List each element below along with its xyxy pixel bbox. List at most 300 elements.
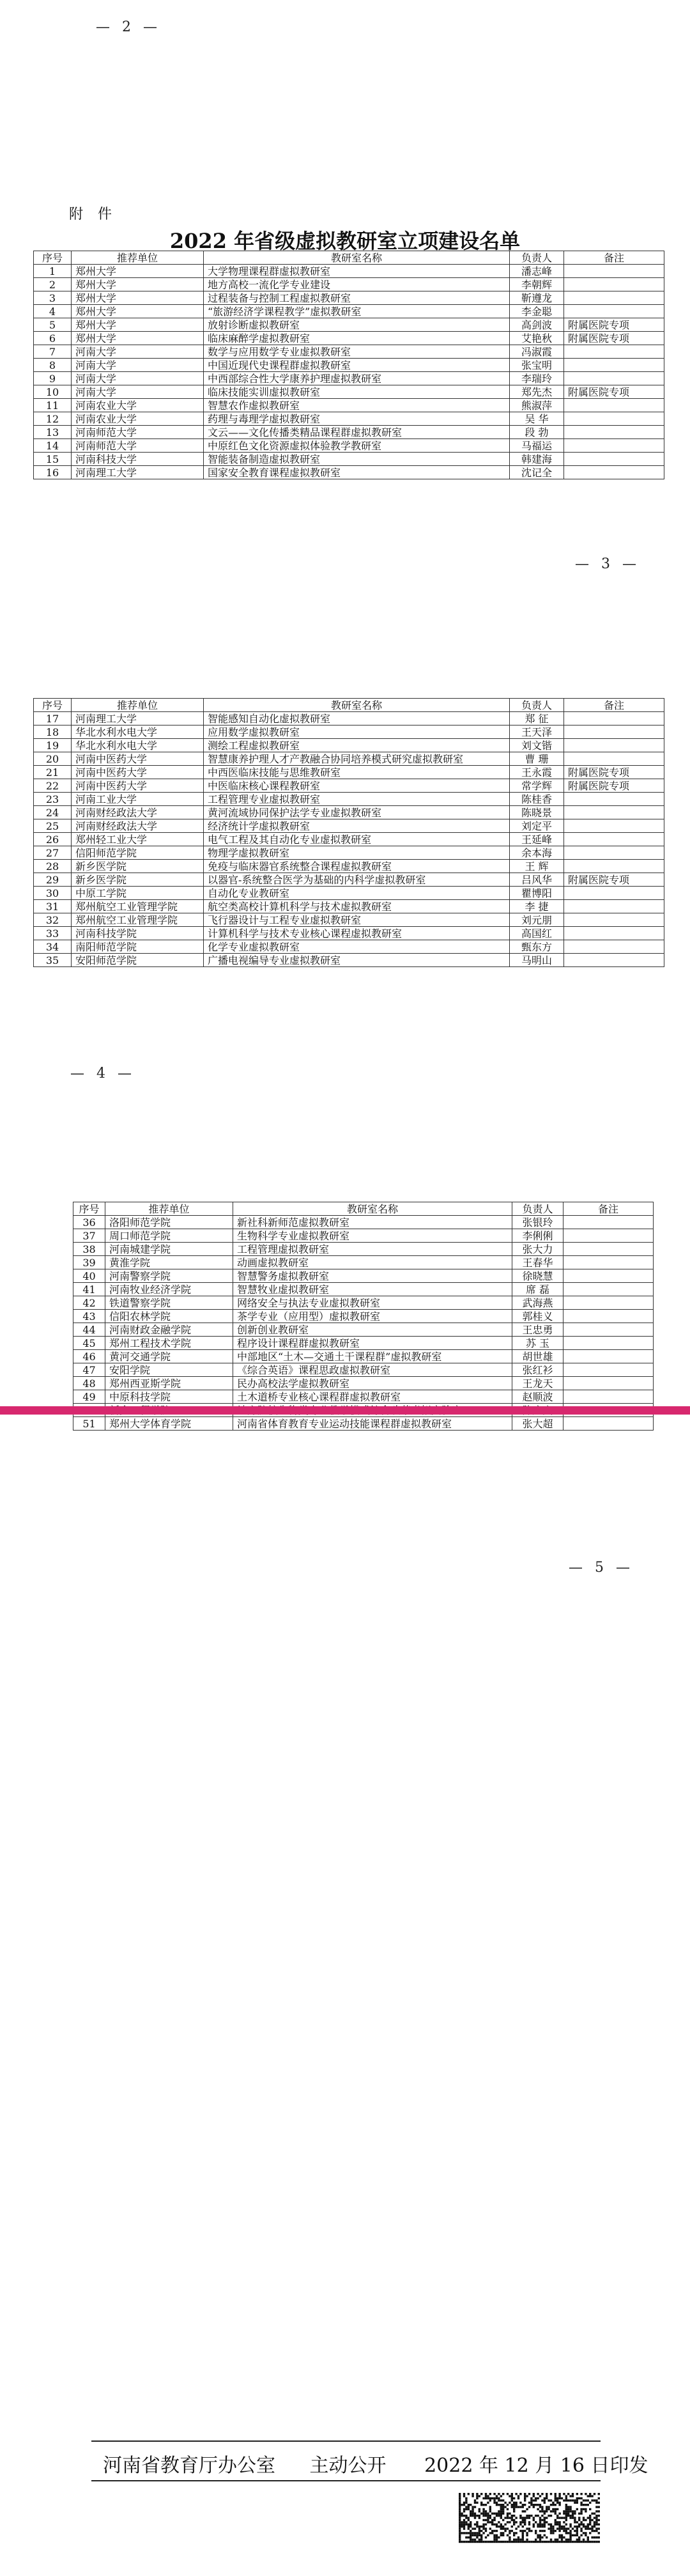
cell-note [564,453,664,466]
cell-no: 21 [34,766,72,779]
cell-note [564,900,664,913]
cell-name: 中国近现代史课程群虚拟教研室 [204,359,510,372]
cell-name: 放射诊断虚拟教研室 [204,318,510,332]
table-row [34,954,664,967]
header-leader: 负责人 [510,251,564,265]
cell-leader: 王忠勇 [512,1323,564,1337]
header-name: 教研室名称 [233,1202,512,1216]
cell-name: 经济统计学虚拟教研室 [204,819,510,833]
cell-name: 网络安全与执法专业虚拟教研室 [233,1296,512,1310]
cell-unit: 郑州大学体育学院 [105,1417,233,1431]
cell-no: 35 [34,954,72,967]
page-number-4: — 4 — [70,1066,135,1082]
cell-unit: 郑州大学 [72,291,204,305]
table-row [73,1310,654,1323]
cell-note [564,954,664,967]
cell-leader: 陈晓景 [510,806,564,819]
cell-no: 9 [34,372,72,385]
cell-leader: 艾艳秋 [510,332,564,345]
cell-name: 广播电视编导专业虚拟教研室 [204,954,510,967]
cell-note [564,819,664,833]
table-row [34,739,664,752]
cell-note [564,1283,654,1296]
cell-leader: 李俐俐 [512,1229,564,1243]
cell-unit: 洛阳师范学院 [105,1216,233,1229]
cell-unit: 华北水利水电大学 [72,739,204,752]
cell-name: 化学专业虚拟教研室 [204,940,510,954]
cell-unit: 河南警察学院 [105,1269,233,1283]
cell-no: 10 [34,385,72,399]
cell-name: 智慧警务虚拟教研室 [233,1269,512,1283]
cell-no: 25 [34,819,72,833]
cell-note: 附属医院专项 [564,318,664,332]
cell-note [564,1337,654,1350]
table-row [73,1350,654,1363]
cell-leader: 刘文锴 [510,739,564,752]
table-row [34,318,664,332]
footer-imprint [91,2449,648,2478]
cell-note: 附属医院专项 [564,873,664,887]
cell-note [564,940,664,954]
cell-name: 文云——文化传播类精品课程群虚拟教研室 [204,426,510,439]
cell-no: 37 [73,1229,105,1243]
cell-note: 附属医院专项 [564,779,664,793]
table-row [34,833,664,846]
cell-unit: 华北水利水电大学 [72,725,204,739]
cell-note [564,1350,654,1363]
cell-no: 4 [34,305,72,318]
table-row [34,359,664,372]
cell-unit: 河南理工大学 [72,712,204,725]
cell-note [564,927,664,940]
cell-leader: 徐晓慧 [512,1269,564,1283]
cell-leader: 王永霞 [510,766,564,779]
cell-leader: 韩建海 [510,453,564,466]
table-row [73,1377,654,1390]
cell-note [564,278,664,291]
cell-leader: 吕风华 [510,873,564,887]
page-number-2: — 2 — [96,19,161,35]
header-unit: 推荐单位 [72,699,204,712]
table-row [34,873,664,887]
cell-unit: 河南农业大学 [72,412,204,426]
cell-name: 以器官-系统整合医学为基础的内科学虚拟教研室 [204,873,510,887]
cell-note [564,846,664,860]
cell-leader: 刘元朋 [510,913,564,927]
table-row [34,372,664,385]
cell-note [564,359,664,372]
cell-leader: 高剑波 [510,318,564,332]
cell-leader: 李朝辉 [510,278,564,291]
cell-leader: 李瑞玲 [510,372,564,385]
cell-leader: 马明山 [510,954,564,967]
attachment-label: 附 件 [69,206,117,222]
table-row [73,1417,654,1431]
cell-unit: 河南大学 [72,372,204,385]
cell-name: 计算机科学与技术专业核心课程虚拟教研室 [204,927,510,940]
cell-leader: 段 勃 [510,426,564,439]
cell-note [564,426,664,439]
cell-note [564,466,664,479]
cell-no: 44 [73,1323,105,1337]
table-row [73,1229,654,1243]
table-row [34,453,664,466]
table-row [73,1337,654,1350]
cell-name: 航空类高校计算机科学与技术虚拟教研室 [204,900,510,913]
cell-name: 新社科新师范虚拟教研室 [233,1216,512,1229]
cell-leader: 瞿博阳 [510,887,564,900]
table-row [73,1243,654,1256]
cell-no: 40 [73,1269,105,1283]
table-row [34,940,664,954]
table-row [34,332,664,345]
cell-note [564,305,664,318]
cell-note [564,752,664,766]
cell-unit: 黄淮学院 [105,1256,233,1269]
cell-note [564,739,664,752]
cell-no: 7 [34,345,72,359]
cell-leader: 苏 玉 [512,1337,564,1350]
table-row [34,913,664,927]
cell-name: 中西部综合性大学康养护理虚拟教研室 [204,372,510,385]
cell-note [564,372,664,385]
table-row [34,345,664,359]
cell-unit: 郑州大学 [72,318,204,332]
cell-leader: 熊淑萍 [510,399,564,412]
cell-name: 动画虚拟教研室 [233,1256,512,1269]
cell-note [564,1243,654,1256]
cell-unit: 郑州航空工业管理学院 [72,913,204,927]
cell-leader: 曹 珊 [510,752,564,766]
table-row [34,819,664,833]
cell-no: 48 [73,1377,105,1390]
table-row [34,806,664,819]
header-no: 序号 [34,251,72,265]
cell-name: 工程管理虚拟教研室 [233,1243,512,1256]
cell-note [564,1269,654,1283]
cell-leader: 张大超 [512,1417,564,1431]
cell-unit: 郑州大学 [72,305,204,318]
cell-name: 电气工程及其自动化专业虚拟教研室 [204,833,510,846]
cell-name: 工程管理专业虚拟教研室 [204,793,510,806]
cell-note [564,1377,654,1390]
cell-no: 29 [34,873,72,887]
table-row [34,278,664,291]
cell-unit: 河南师范大学 [72,426,204,439]
table-row [34,265,664,278]
cell-no: 8 [34,359,72,372]
cell-note [564,712,664,725]
cell-no: 38 [73,1243,105,1256]
cell-unit: 安阳学院 [105,1363,233,1377]
cell-leader: 甄东方 [510,940,564,954]
cell-name: 智慧康养护理人才产教融合协同培养模式研究虚拟教研室 [204,752,510,766]
cell-name: 大学物理课程群虚拟教研室 [204,265,510,278]
cell-unit: 郑州轻工业大学 [72,833,204,846]
footer-open-label: 主动公开 [309,2455,387,2477]
cell-no: 49 [73,1390,105,1404]
cell-unit: 信阳农林学院 [105,1310,233,1323]
cell-leader: 潘志峰 [510,265,564,278]
cell-no: 45 [73,1337,105,1350]
table-row [73,1296,654,1310]
table-row [34,399,664,412]
cell-name: “旅游经济学课程教学”虚拟教研室 [204,305,510,318]
cell-leader: 李 捷 [510,900,564,913]
table-row [34,385,664,399]
cell-no: 34 [34,940,72,954]
table-row [34,725,664,739]
cell-no: 30 [34,887,72,900]
cell-name: 河南省体育教育专业运动技能课程群虚拟教研室 [233,1417,512,1431]
cell-leader: 靳遵龙 [510,291,564,305]
cell-no: 20 [34,752,72,766]
cell-unit: 新乡医学院 [72,873,204,887]
header-unit: 推荐单位 [72,251,204,265]
cell-note [564,1296,654,1310]
cell-name: 中原红色文化资源虚拟体验教学教研室 [204,439,510,453]
cell-leader: 郭桂义 [512,1310,564,1323]
cell-name: 临床技能实训虚拟教研室 [204,385,510,399]
cell-leader: 王延峰 [510,833,564,846]
cell-no: 3 [34,291,72,305]
header-leader: 负责人 [512,1202,564,1216]
cell-note [564,1323,654,1337]
cell-name: 飞行器设计与工程专业虚拟教研室 [204,913,510,927]
cell-unit: 河南财经政法大学 [72,806,204,819]
cell-no: 27 [34,846,72,860]
cell-no: 5 [34,318,72,332]
cell-unit: 南阳师范学院 [72,940,204,954]
cell-note [564,913,664,927]
cell-name: 智慧农作虚拟教研室 [204,399,510,412]
cell-name: 中西医临床技能与思维教研室 [204,766,510,779]
cell-unit: 河南中医药大学 [72,779,204,793]
cell-name: 过程装备与控制工程虚拟教研室 [204,291,510,305]
table-row [34,927,664,940]
cell-leader: 沈记全 [510,466,564,479]
cell-name: 《综合英语》课程思政虚拟教研室 [233,1363,512,1377]
cell-unit: 河南理工大学 [72,466,204,479]
cell-unit: 郑州工程技术学院 [105,1337,233,1350]
cell-no: 11 [34,399,72,412]
list-table-2 [33,698,664,967]
cell-note [564,725,664,739]
cell-no: 24 [34,806,72,819]
cell-note [564,793,664,806]
cell-note [564,399,664,412]
table-row [34,846,664,860]
cell-unit: 郑州大学 [72,278,204,291]
table-row [34,887,664,900]
cell-unit: 铁道警察学院 [105,1296,233,1310]
cell-name: 中部地区“土木—交通土干课程群”虚拟教研室 [233,1350,512,1363]
cell-leader: 刘定平 [510,819,564,833]
cell-no: 47 [73,1363,105,1377]
table-row [34,779,664,793]
cell-unit: 中原科技学院 [105,1390,233,1404]
cell-unit: 中原工学院 [72,887,204,900]
cell-unit: 河南师范大学 [72,439,204,453]
table-row [34,793,664,806]
cell-no: 31 [34,900,72,913]
cell-leader: 王天泽 [510,725,564,739]
cell-leader: 武海燕 [512,1296,564,1310]
table-header-row [34,251,664,265]
cell-leader: 王龙天 [512,1377,564,1390]
document-title: 2022 年省级虚拟教研室立项建设名单 [169,229,521,253]
table-row [73,1363,654,1377]
cell-unit: 河南牧业经济学院 [105,1283,233,1296]
table-header-row [34,699,664,712]
cell-note [564,1417,654,1431]
cell-unit: 郑州大学 [72,265,204,278]
table-row [34,291,664,305]
cell-note: 附属医院专项 [564,332,664,345]
table-row [34,466,664,479]
cell-name: 中医临床核心课程教研室 [204,779,510,793]
cell-no: 28 [34,860,72,873]
table-row [73,1269,654,1283]
cell-unit: 河南大学 [72,385,204,399]
footer-rule-bottom [91,2480,601,2481]
cell-name: 临床麻醉学虚拟教研室 [204,332,510,345]
list-table-1 [33,251,664,479]
cell-note [564,833,664,846]
cell-unit: 河南大学 [72,359,204,372]
cell-leader: 李金聪 [510,305,564,318]
footer-issuer: 河南省教育厅办公室 [103,2455,275,2477]
cell-unit: 新乡医学院 [72,860,204,873]
cell-no: 33 [34,927,72,940]
cell-note [564,1310,654,1323]
table-row [73,1283,654,1296]
header-unit: 推荐单位 [105,1202,233,1216]
cell-no: 6 [34,332,72,345]
cell-leader: 郑先杰 [510,385,564,399]
header-name: 教研室名称 [204,699,510,712]
cell-leader: 常学辉 [510,779,564,793]
cell-leader: 冯淑霞 [510,345,564,359]
cell-note [564,345,664,359]
cell-no: 15 [34,453,72,466]
cell-name: 创新创业教研室 [233,1323,512,1337]
cell-name: 土木道桥专业核心课程群虚拟教研室 [233,1390,512,1404]
cell-no: 2 [34,278,72,291]
cell-no: 19 [34,739,72,752]
table-row [34,439,664,453]
cell-note [564,860,664,873]
cell-no: 41 [73,1283,105,1296]
cell-note [564,1229,654,1243]
header-name: 教研室名称 [204,251,510,265]
cell-note [564,412,664,426]
cell-name: 智能装备制造虚拟教研室 [204,453,510,466]
cell-name: 黄河流域协同保护法学专业虚拟教研室 [204,806,510,819]
table-row [34,426,664,439]
cell-unit: 河南农业大学 [72,399,204,412]
page-number-3: — 3 — [575,556,640,572]
cell-unit: 周口师范学院 [105,1229,233,1243]
table-row [73,1323,654,1337]
cell-no: 23 [34,793,72,806]
barcode-icon [459,2493,601,2544]
cell-no: 22 [34,779,72,793]
header-note: 备注 [564,1202,654,1216]
cell-note [564,291,664,305]
cell-no: 32 [34,913,72,927]
footer-rule-top [91,2440,601,2442]
cell-no: 14 [34,439,72,453]
cell-unit: 河南大学 [72,345,204,359]
cell-leader: 张红衫 [512,1363,564,1377]
cell-leader: 张大力 [512,1243,564,1256]
table-row [34,412,664,426]
cell-name: 免疫与临床器官系统整合课程虚拟教研室 [204,860,510,873]
cell-unit: 河南中医药大学 [72,752,204,766]
table-header-row [73,1202,654,1216]
cell-unit: 河南财政金融学院 [105,1323,233,1337]
cell-no: 43 [73,1310,105,1323]
table-row [34,860,664,873]
cell-no: 12 [34,412,72,426]
cell-leader: 高国红 [510,927,564,940]
cell-no: 17 [34,712,72,725]
cell-unit: 河南城建学院 [105,1243,233,1256]
cell-note [564,806,664,819]
table-row [34,752,664,766]
cell-note [564,1256,654,1269]
table-row [73,1216,654,1229]
highlight-stripe [0,1406,690,1415]
footer-date: 2022 年 12 月 16 日印发 [424,2455,648,2477]
cell-name: 茶学专业（应用型）虚拟教研室 [233,1310,512,1323]
cell-leader: 王 辉 [510,860,564,873]
cell-no: 16 [34,466,72,479]
cell-no: 39 [73,1256,105,1269]
cell-no: 42 [73,1296,105,1310]
cell-note [564,1216,654,1229]
cell-note [564,1390,654,1404]
cell-name: 地方高校一流化学专业建设 [204,278,510,291]
cell-note [564,439,664,453]
list-table-3 [73,1202,654,1431]
cell-unit: 黄河交通学院 [105,1350,233,1363]
cell-unit: 信阳师范学院 [72,846,204,860]
header-note: 备注 [564,251,664,265]
cell-leader: 陈桂香 [510,793,564,806]
header-leader: 负责人 [510,699,564,712]
cell-name: 自动化专业教研室 [204,887,510,900]
table-row [34,900,664,913]
cell-name: 国家安全教育课程虚拟教研室 [204,466,510,479]
cell-leader: 张银玲 [512,1216,564,1229]
cell-no: 51 [73,1417,105,1431]
cell-note: 附属医院专项 [564,766,664,779]
cell-no: 1 [34,265,72,278]
cell-note [564,265,664,278]
header-no: 序号 [34,699,72,712]
cell-name: 物理学虚拟教研室 [204,846,510,860]
cell-unit: 安阳师范学院 [72,954,204,967]
cell-no: 36 [73,1216,105,1229]
header-no: 序号 [73,1202,105,1216]
cell-unit: 河南财经政法大学 [72,819,204,833]
table-row [34,766,664,779]
cell-no: 46 [73,1350,105,1363]
table-row [34,712,664,725]
cell-no: 26 [34,833,72,846]
